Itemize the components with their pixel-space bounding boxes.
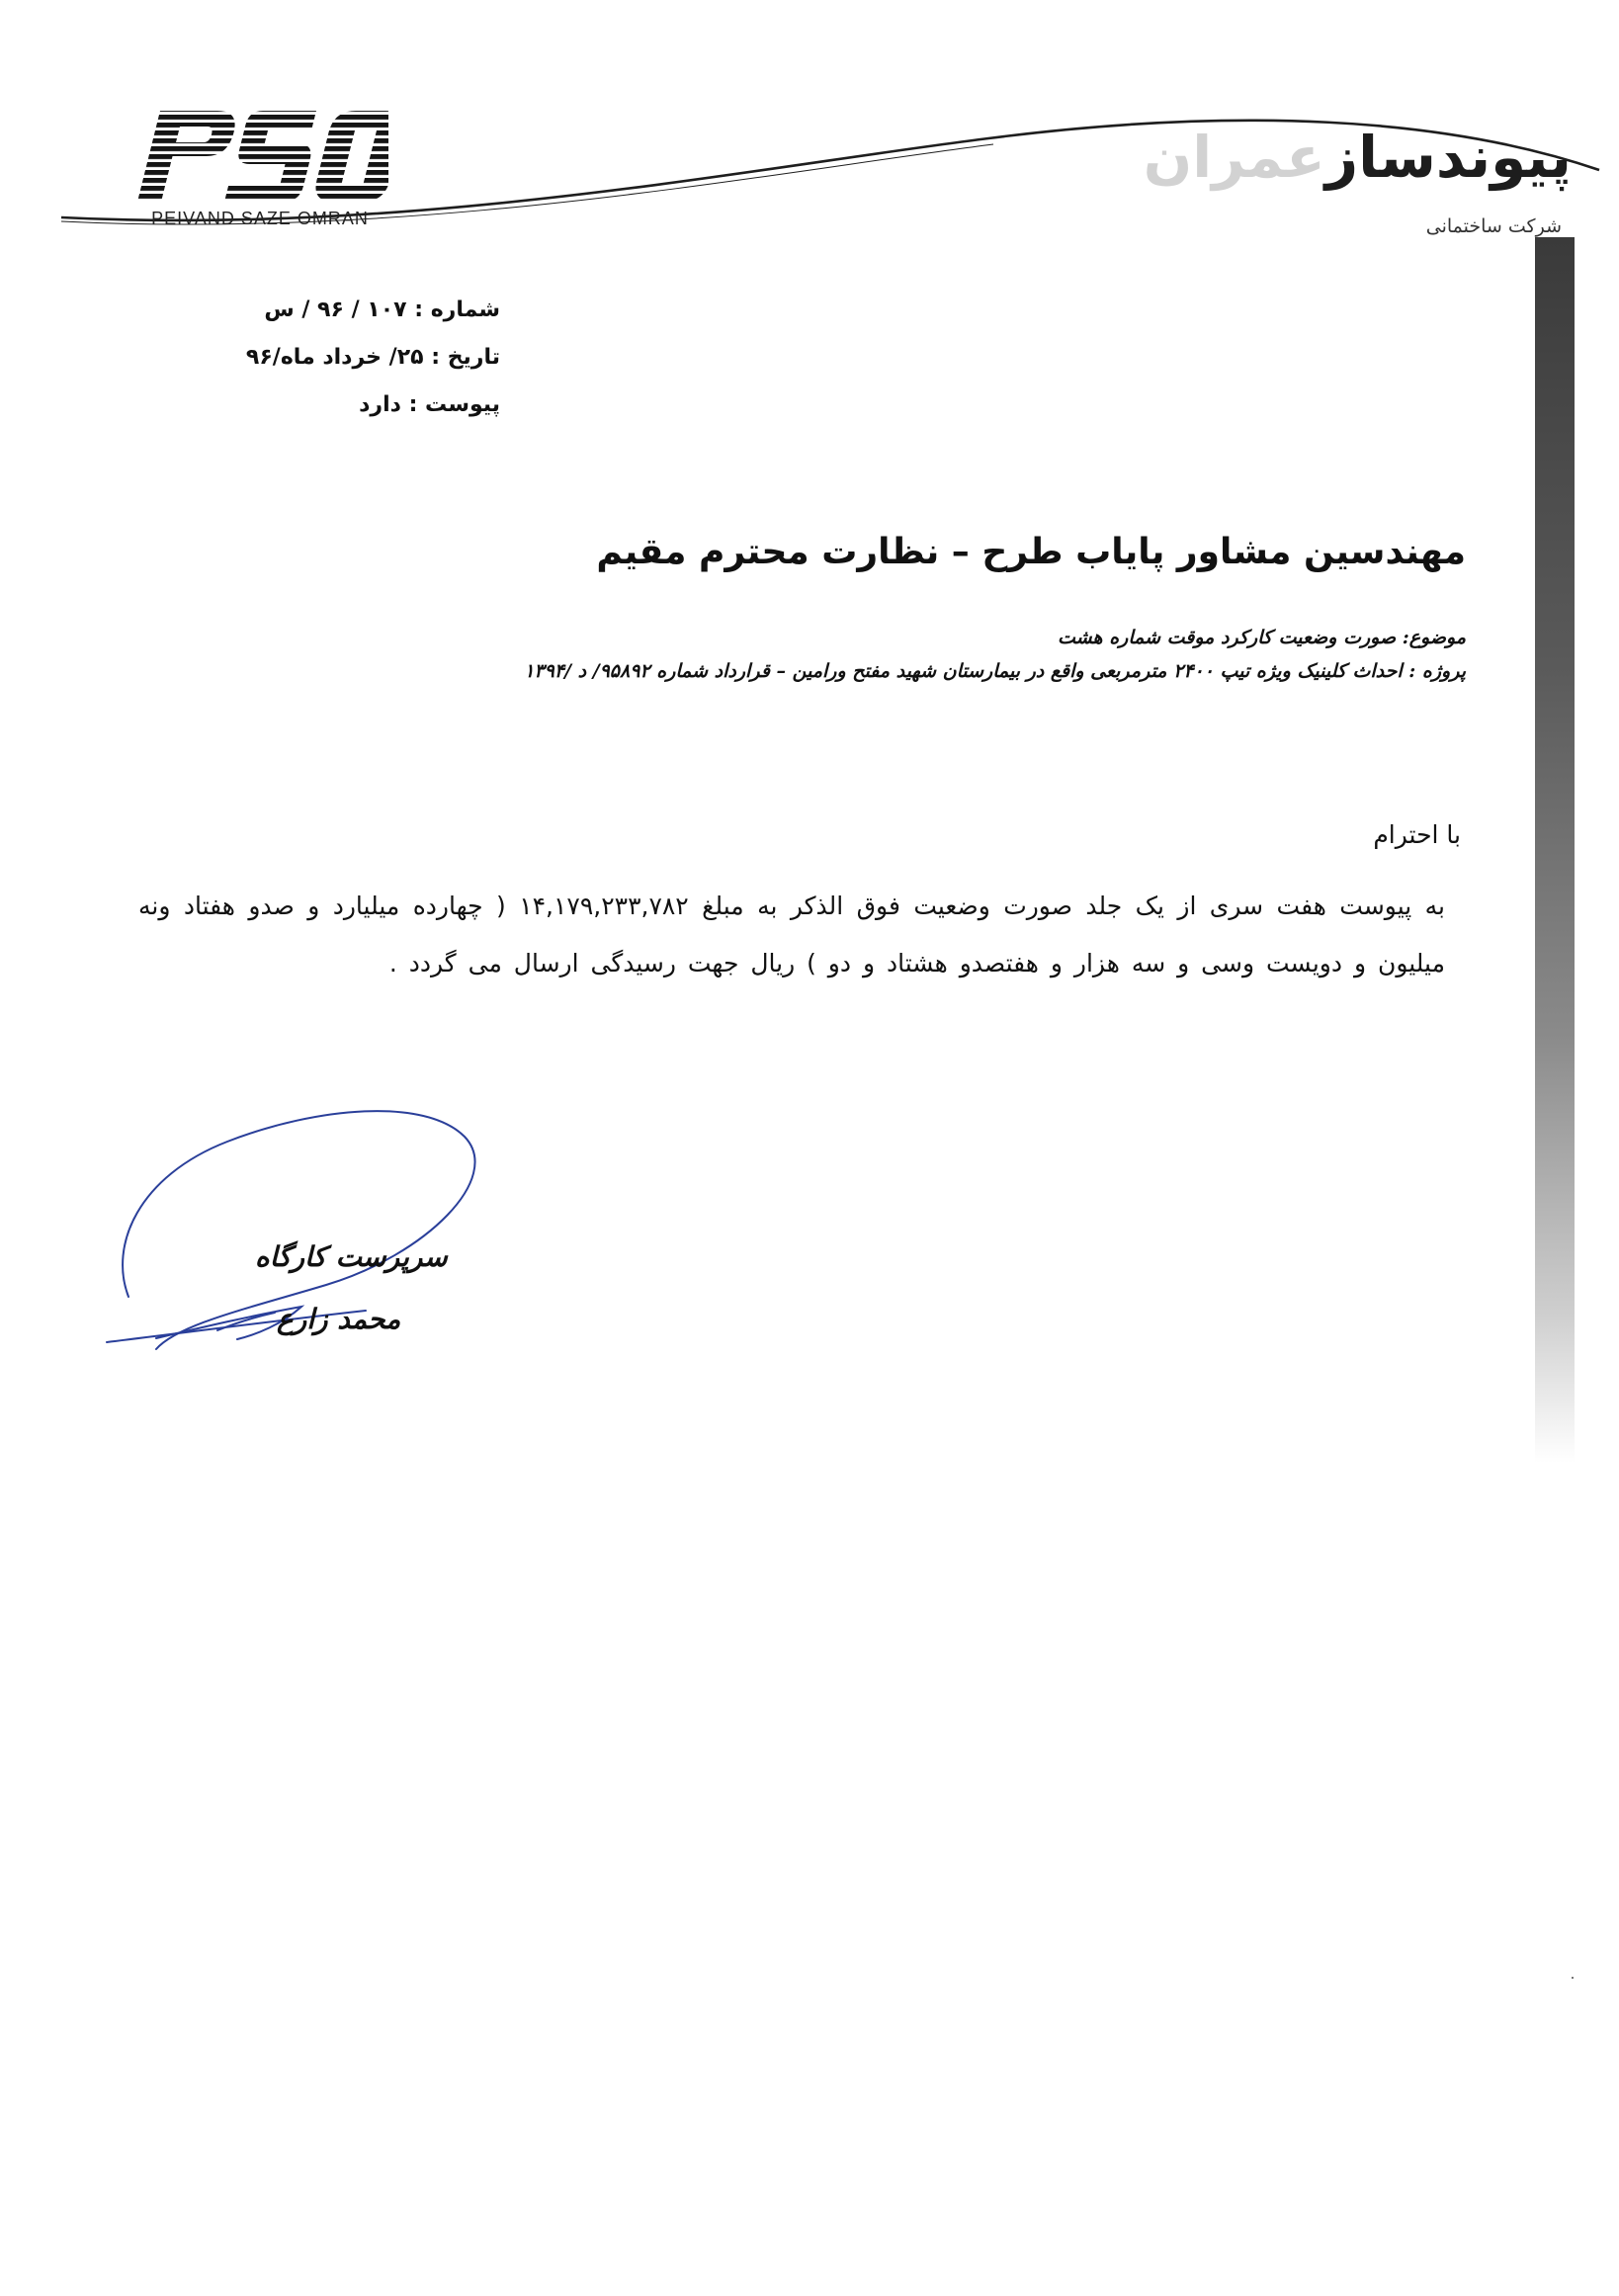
- brand-name-faded: عمران: [1143, 124, 1325, 191]
- meta-date-label: تاریخ :: [431, 345, 500, 370]
- meta-number-row: [246, 287, 500, 334]
- addressee-heading: مهندسین مشاور پایاب طرح – نظارت محترم مقیم: [596, 532, 1466, 572]
- meta-attachment-row: [246, 382, 500, 429]
- logo-caption: PEIVAND SAZE OMRAN: [151, 209, 369, 228]
- meta-attachment-label: پیوست :: [408, 392, 500, 417]
- company-brand: [1143, 124, 1572, 237]
- brand-subtitle: شرکت ساختمانی: [1425, 215, 1562, 237]
- letter-body: به پیوست هفت سری از یک جلد صورت وضعیت فوق الذکر به مبلغ ۱۴,۱۷۹,۲۳۳,۷۸۲ ( چهارده میلیارد و صدو هفتاد ونه میلیون و دویست وسی و سه هزار و هفتصدو هشتاد و دو ) ریال جهت رسیدگی ارسال می گردد .: [138, 892, 1445, 978]
- meta-number-value: ۱۰۷ / ۹۶ / س: [264, 298, 407, 322]
- signer-name: محمد زارع: [277, 1303, 401, 1335]
- side-gradient-bar: [1535, 237, 1575, 1463]
- greeting: با احترام: [1373, 820, 1461, 849]
- letter-meta: [246, 287, 500, 429]
- company-logo: [131, 107, 388, 228]
- signer-role: سرپرست کارگاه: [255, 1240, 448, 1273]
- meta-attachment-value: دارد: [359, 392, 401, 417]
- scan-speck: [1572, 1977, 1574, 1979]
- meta-date-row: [246, 334, 500, 382]
- brand-name: [1143, 124, 1572, 191]
- project-line: پروژه : احداث کلینیک ویژه تیپ ۲۴۰۰ مترمربعی واقع در بیمارستان شهید مفتح ورامین – قرارداد شماره ۹۵۸۹۲/ د /۱۳۹۴: [524, 660, 1466, 682]
- subject-line: موضوع: صورت وضعیت کارکرد موقت شماره هشت: [1057, 627, 1466, 648]
- pso-logo-mark: [131, 107, 388, 206]
- meta-number-label: شماره :: [414, 298, 500, 322]
- meta-date-value: ۲۵/ خرداد ماه/۹۶: [245, 345, 424, 370]
- brand-name-main: پیوندساز: [1324, 124, 1572, 191]
